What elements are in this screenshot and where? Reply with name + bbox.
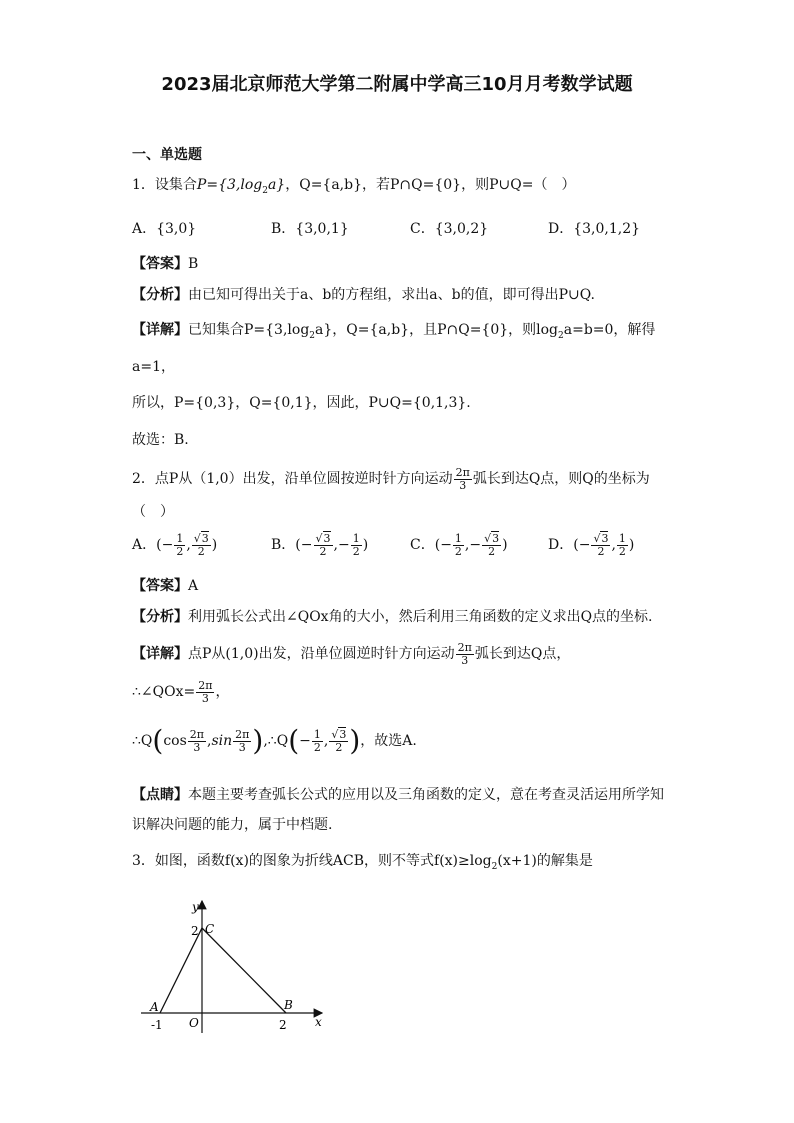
q1-detail-line1 <box>132 323 655 341</box>
q2-detail-text2: ∴∠QOx= <box>132 684 196 700</box>
q2-d-frac2-num: 1 <box>618 532 626 545</box>
q2-d-rp: ) <box>628 537 635 554</box>
q2-d-frac2 <box>617 533 628 557</box>
q1-detail-sub1: 2 <box>309 330 316 341</box>
origin-label: O <box>189 1016 199 1030</box>
q2-d3-rp1: ) <box>252 724 264 757</box>
q1-option-c: C．{3,0,2} <box>410 221 489 237</box>
q2-a-rp: ) <box>211 537 218 554</box>
q3-stem-text2: (x+1)的解集是 <box>497 853 593 869</box>
q2-a-frac2-num: √3 <box>193 532 209 545</box>
q2-detail-text3a: ∴Q <box>132 733 153 749</box>
q2-analysis-label: 【分析】 <box>132 609 188 625</box>
q2-d3-frac-half-den: 2 <box>313 740 321 754</box>
q2-d3-rp2: ) <box>349 724 361 757</box>
q2-b-rp: ) <box>362 537 369 554</box>
q2-d-frac1-num: √3 <box>593 532 609 545</box>
q1-detail-text1b: a}，Q={a,b}，且P∩Q={0}，则log <box>315 322 559 338</box>
x-axis-label: x <box>315 1015 322 1029</box>
q2-c-frac2 <box>482 533 501 557</box>
q1-stem-prefix: 1．设集合 <box>132 177 197 193</box>
section-heading: 一、单选题 <box>132 147 202 163</box>
q2-analysis <box>132 610 653 624</box>
q1-detail-line2: a=1， <box>132 359 175 375</box>
q2-stem-fraction <box>454 467 472 491</box>
q2-d3-frac-cos-num: 2π <box>189 727 205 741</box>
q1-condition: ，若P∩Q={0}，则P∪Q=（ ） <box>362 177 576 193</box>
q2-b-frac1 <box>314 533 333 557</box>
q2-c-sqrt3: 3 <box>492 532 500 545</box>
q2-b-minus2: − <box>337 537 350 554</box>
q2-d3-frac-root <box>329 729 348 753</box>
q2-d3-frac-sin-den: 3 <box>238 740 246 754</box>
q3-stem-text: 3．如图，函数f(x)的图象为折线ACB，则不等式f(x)≥log <box>132 853 492 869</box>
q2-a-frac2 <box>192 533 211 557</box>
q2-b-comma: , <box>333 537 338 554</box>
q2-detail-frac2-num: 2π <box>198 678 213 692</box>
q2-option-a <box>132 533 217 557</box>
tick-2y-label: 2 <box>191 924 199 938</box>
q2-detail-line1 <box>132 638 570 670</box>
q2-a-frac1-den: 2 <box>176 544 184 558</box>
q1-set-p-sub: 2 <box>262 185 268 196</box>
tick-neg1-label: -1 <box>151 1018 163 1032</box>
q2-stem-frac-den: 3 <box>459 478 467 492</box>
q2-detail-fraction1 <box>456 642 474 666</box>
q2-c-minus: − <box>440 537 452 554</box>
q1-option-a: A．{3,0} <box>132 221 197 237</box>
q2-option-d-label: D． <box>548 537 574 554</box>
q2-detail-frac1-den: 3 <box>461 653 469 667</box>
q1-stem <box>132 178 575 196</box>
q2-a-lp: ( <box>156 537 162 554</box>
q2-d3-frac-half-num: 1 <box>313 727 321 741</box>
point-b-label: B <box>284 998 293 1012</box>
q1-detail-label: 【详解】 <box>132 322 188 338</box>
q2-b-frac1-num: √3 <box>315 532 331 545</box>
q2-d-frac2-den: 2 <box>618 544 626 558</box>
q2-detail-text1: 点P从(1,0)出发，沿单位圆逆时针方向运动 <box>188 646 455 662</box>
q1-detail-text1: 已知集合P={3,log <box>188 322 310 338</box>
q2-answer-value: A <box>188 578 199 594</box>
q2-detail-text1b: 弧长到达Q点， <box>474 646 571 662</box>
q2-c-frac1 <box>453 533 464 557</box>
q2-answer <box>132 579 198 593</box>
q2-b-minus: − <box>300 537 313 554</box>
q2-c-frac2-den: 2 <box>488 544 496 558</box>
q1-analysis-label: 【分析】 <box>132 287 188 303</box>
q1-answer <box>132 257 198 271</box>
q2-a-minus: − <box>161 537 174 554</box>
q2-c-rp: ) <box>502 537 508 554</box>
q1-detail-line3: 所以，P={0,3}，Q={0,1}，因此，P∪Q={0,1,3}. <box>132 395 471 411</box>
q2-d3-cos: cos <box>163 733 187 749</box>
q2-option-c-label: C． <box>410 537 435 554</box>
q2-comment-line1 <box>132 788 664 802</box>
q2-d-lp: ( <box>573 537 579 554</box>
q2-d3-sin: sin <box>211 733 233 749</box>
q2-d-frac1 <box>591 533 610 557</box>
q2-detail-text2b: ， <box>215 684 230 700</box>
q2-detail-text3b: ,∴Q <box>263 733 289 749</box>
q3-stem-sub: 2 <box>491 861 498 872</box>
q2-a-frac2-den: 2 <box>197 544 205 558</box>
q1-answer-label: 【答案】 <box>132 256 188 272</box>
polyline-acb <box>160 928 286 1013</box>
q2-detail-frac2-den: 3 <box>201 691 209 705</box>
q2-c-minus2: − <box>469 537 482 554</box>
q1-detail-text1c: a=b=0，解得 <box>563 322 656 338</box>
tick-2x-label: 2 <box>279 1018 287 1032</box>
q2-d-frac1-den: 2 <box>597 544 605 558</box>
q2-b-frac2-num: 1 <box>352 532 360 545</box>
q1-set-p-end: a} <box>267 177 286 193</box>
q2-d3-frac-half <box>312 729 323 753</box>
q2-d3-minus: − <box>299 733 311 749</box>
q1-option-b: B．{3,0,1} <box>271 221 349 237</box>
q1-set-q: ，Q={a,b} <box>285 177 362 193</box>
q2-c-comma: , <box>464 537 470 554</box>
q2-d3-frac-sin <box>233 729 251 753</box>
q2-d3-frac-sin-num: 2π <box>235 727 250 741</box>
q2-d3-comma1: , <box>207 733 212 749</box>
q2-b-sqrt3: 3 <box>323 532 331 545</box>
q1-answer-value: B <box>188 256 199 272</box>
q2-d-sqrt3: 3 <box>601 532 609 545</box>
q2-option-b <box>271 533 368 557</box>
q2-c-frac2-num: √3 <box>484 532 500 545</box>
point-c-label: C <box>205 922 215 936</box>
q2-c-frac1-den: 2 <box>454 544 462 558</box>
q2-option-d <box>548 533 634 557</box>
point-a-label: A <box>150 1000 159 1014</box>
q2-a-frac1 <box>174 533 185 557</box>
q2-option-a-label: A． <box>132 537 157 554</box>
q2-option-b-label: B． <box>271 537 296 554</box>
q2-stem-frac-num: 2π <box>455 465 470 479</box>
q1-analysis <box>132 288 595 302</box>
q2-d3-comma2: , <box>323 733 329 749</box>
q2-detail-line2 <box>132 676 229 708</box>
q2-a-frac1-num: 1 <box>176 532 184 545</box>
q2-d3-lp1: ( <box>152 724 164 757</box>
q2-d-comma: , <box>611 537 616 554</box>
q2-stem-prefix: 2．点P从（1,0）出发，沿单位圆按逆时针方向运动 <box>132 471 453 487</box>
q2-comment-line2: 识解决问题的能力，属于中档题. <box>132 817 333 833</box>
q1-analysis-text: 由已知可得出关于a、b的方程组，求出a、b的值，即可得出P∪Q. <box>188 287 595 303</box>
q2-answer-label: 【答案】 <box>132 578 188 594</box>
q2-b-lp: ( <box>295 537 301 554</box>
q2-comment-text1: 本题主要考查弧长公式的应用以及三角函数的定义，意在考查灵活运用所学知 <box>188 787 664 803</box>
page-title: 2023届北京师范大学第二附属中学高三10月月考数学试题 <box>161 74 633 95</box>
q2-comment-label: 【点睛】 <box>132 787 188 803</box>
q2-a-sqrt3: 3 <box>201 532 209 545</box>
q2-option-c <box>410 533 508 557</box>
q2-a-comma: , <box>186 537 191 554</box>
q2-detail-line3 <box>132 723 417 759</box>
q2-d3-frac-cos <box>188 729 206 753</box>
q2-stem-suffix: 弧长到达Q点，则Q的坐标为 <box>472 471 650 487</box>
q2-detail-fraction2 <box>196 680 214 704</box>
q2-analysis-text: 利用弧长公式出∠QOx角的大小，然后利用三角函数的定义求出Q点的坐标. <box>188 609 653 625</box>
q2-d3-sqrt3: 3 <box>339 727 347 741</box>
q3-stem <box>132 854 593 872</box>
q2-b-frac1-den: 2 <box>319 544 327 558</box>
q2-stem-paren: （ ） <box>132 504 174 520</box>
q2-d3-frac-root-den: 2 <box>335 740 343 754</box>
q1-set-p: P={3,log <box>196 177 263 193</box>
q2-detail-frac1-num: 2π <box>457 640 472 654</box>
q1-detail-sub2: 2 <box>558 330 564 341</box>
q2-d3-lp2: ( <box>288 724 300 757</box>
q2-c-lp: ( <box>434 537 441 554</box>
q2-c-frac1-num: 1 <box>454 532 462 545</box>
q2-b-frac2-den: 2 <box>352 544 360 558</box>
q1-detail-line4: 故选：B. <box>132 432 189 448</box>
q2-detail-label: 【详解】 <box>132 646 188 662</box>
y-axis-label: y <box>192 900 199 914</box>
q2-stem <box>132 463 650 495</box>
q1-option-d: D．{3,0,1,2} <box>548 221 641 237</box>
function-graph-figure <box>136 895 336 1040</box>
q2-b-frac2 <box>351 533 362 557</box>
q2-detail-text3c: ，故选A. <box>360 733 417 749</box>
q2-d3-frac-cos-den: 3 <box>193 740 201 754</box>
q2-d3-frac-root-num: √3 <box>331 727 347 741</box>
q2-d-minus: − <box>578 537 591 554</box>
